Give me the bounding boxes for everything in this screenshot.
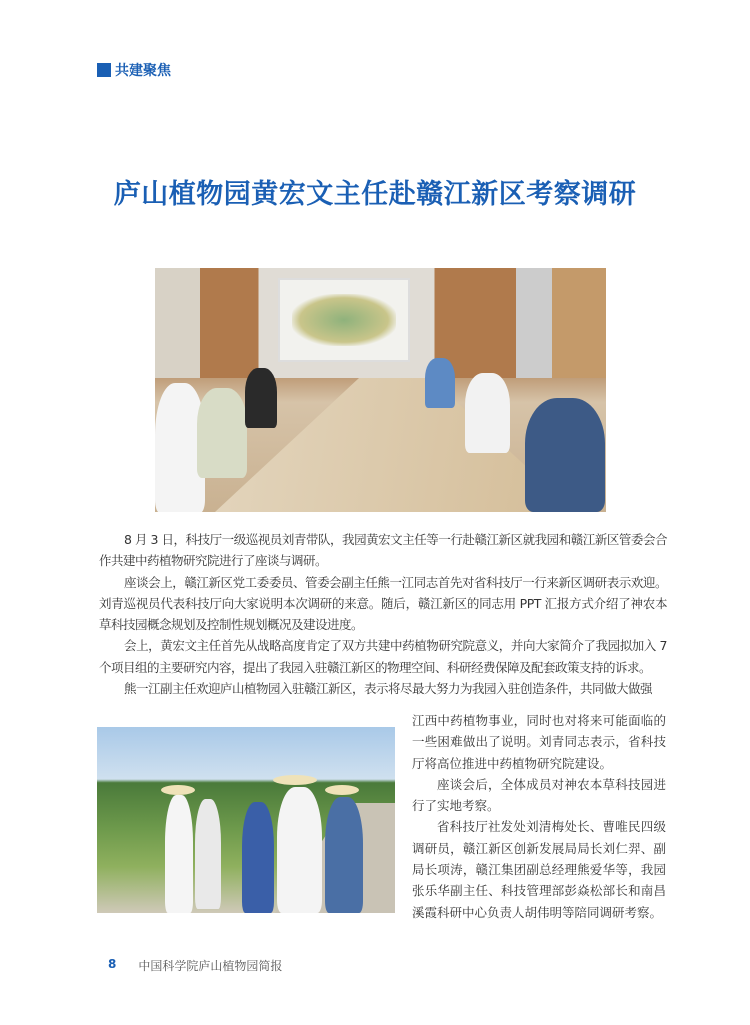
page-number: 8 — [108, 957, 117, 971]
paragraph: 座谈会上，赣江新区党工委委员、管委会副主任熊一江同志首先对省科技厅一行来新区调研表示欢迎。刘青巡视员代表科技厅向大家说明本次调研的来意。随后，赣江新区的同志用 PPT 汇报方式介绍了神农本草科技园概念规划及控制性规划概况及建设进度。 — [99, 574, 667, 633]
projection-screen — [278, 278, 410, 362]
field-inspection-photo — [97, 727, 395, 913]
paragraph: 8 月 3 日，科技厅一级巡视员刘青带队，我园黄宏文主任等一行赴赣江新区就我园和赣江新区管委会合作共建中药植物研究院进行了座谈与调研。 — [99, 532, 667, 569]
section-marker-icon — [97, 63, 111, 77]
meeting-photo — [155, 268, 606, 512]
paragraph: 会上，黄宏文主任首先从战略高度肯定了双方共建中药植物研究院意义，并向大家简介了我园拟加入 7 个项目组的主要研究内容，提出了我园入驻赣江新区的物理空间、科研经费保障及配套政策支持的诉求。 — [99, 638, 667, 675]
article-body — [99, 529, 667, 699]
article-body-column — [412, 710, 666, 923]
paragraph: 熊一江副主任欢迎庐山植物园入驻赣江新区，表示将尽最大努力为我园入驻创造条件，共同做大做强 — [124, 681, 653, 697]
section-label: 共建聚焦 — [115, 63, 171, 79]
paragraph: 省科技厅社发处刘清梅处长、曹唯民四级调研员，赣江新区创新发展局局长刘仁羿、副局长项涛，赣江集团副总经理熊爱华等，我园张乐华副主任、科技管理部彭焱松部长和南昌溪霞科研中心负责人胡伟明等陪同调研考察。 — [412, 819, 666, 920]
paragraph: 座谈会后，全体成员对神农本草科技园进行了实地考察。 — [412, 776, 666, 814]
page-footer — [108, 957, 282, 974]
paragraph: 江西中药植物事业，同时也对将来可能面临的一些困难做出了说明。刘青同志表示，省科技厅将高位推进中药植物研究院建设。 — [412, 713, 666, 771]
section-header — [97, 60, 171, 80]
article-title: 庐山植物园黄宏文主任赴赣江新区考察调研 — [113, 179, 637, 210]
publication-name: 中国科学院庐山植物园简报 — [138, 959, 283, 973]
